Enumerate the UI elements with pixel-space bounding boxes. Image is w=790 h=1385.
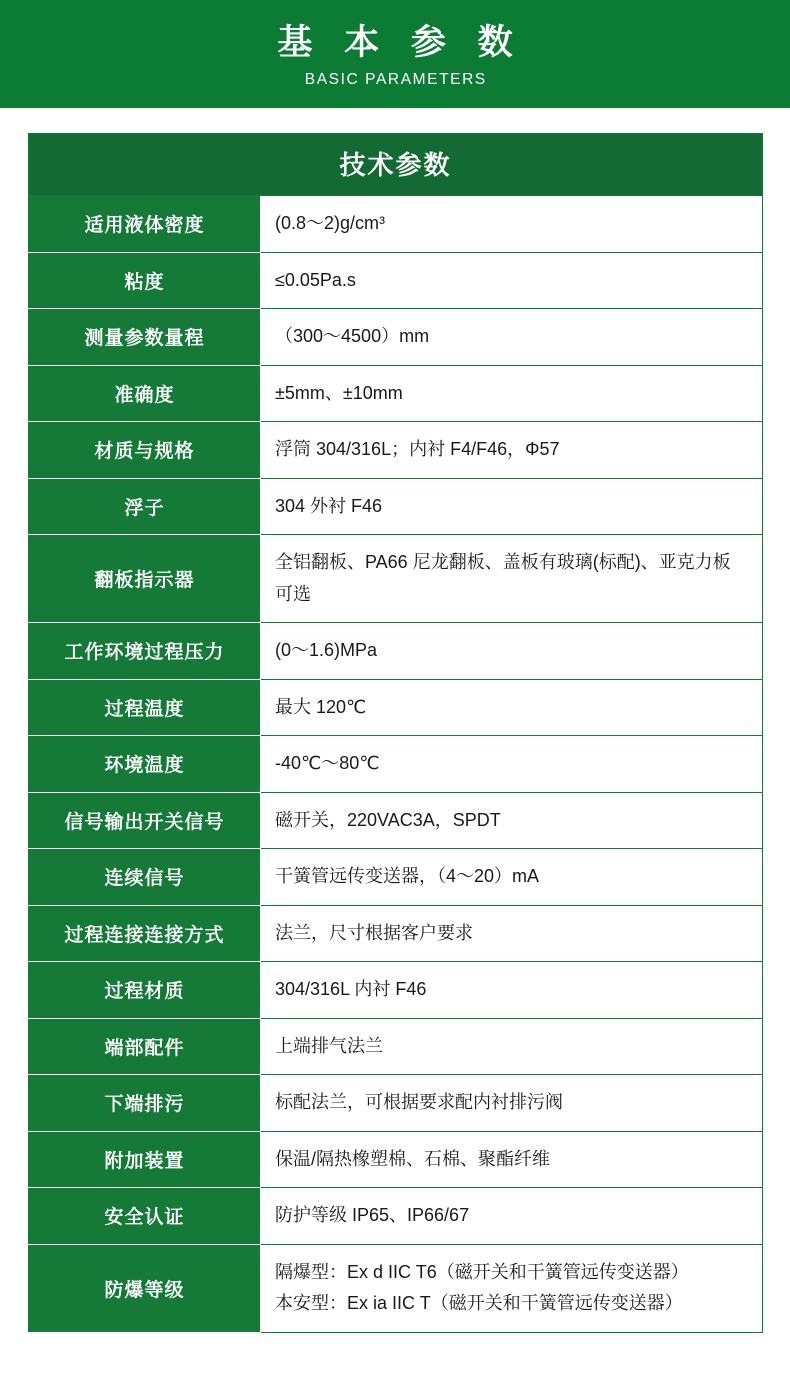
table-row <box>29 1075 763 1132</box>
table-row <box>29 679 763 736</box>
parameter-value: （300～4500）mm <box>261 309 763 366</box>
parameter-value: 标配法兰，可根据要求配内衬排污阀 <box>261 1075 763 1132</box>
parameter-value: 隔爆型：Ex d IIC T6（磁开关和干簧管远传变送器） 本安型：Ex ia IIC T（磁开关和干簧管远传变送器） <box>261 1244 763 1332</box>
banner-subtitle: BASIC PARAMETERS <box>304 70 487 88</box>
parameter-label: 信号输出开关信号 <box>29 792 261 849</box>
parameter-value: 防护等级 IP65、IP66/67 <box>261 1188 763 1245</box>
parameter-label: 环境温度 <box>29 736 261 793</box>
table-row <box>29 1018 763 1075</box>
parameter-label: 过程连接连接方式 <box>29 905 261 962</box>
table-row <box>29 1244 763 1332</box>
table-row <box>29 535 763 623</box>
table-title-row <box>29 134 763 196</box>
page-banner <box>0 0 790 108</box>
parameter-value: 浮筒 304/316L；内衬 F4/F46，Φ57 <box>261 422 763 479</box>
table-body <box>29 196 763 1333</box>
table-row <box>29 422 763 479</box>
parameter-label: 准确度 <box>29 365 261 422</box>
table-row <box>29 962 763 1019</box>
parameter-label: 连续信号 <box>29 849 261 906</box>
table-row <box>29 478 763 535</box>
table-row <box>29 792 763 849</box>
table-row <box>29 623 763 680</box>
table-row <box>29 1188 763 1245</box>
table-row <box>29 736 763 793</box>
table-row <box>29 849 763 906</box>
table-row <box>29 905 763 962</box>
table-title: 技术参数 <box>29 134 763 196</box>
parameter-value: 磁开关，220VAC3A，SPDT <box>261 792 763 849</box>
parameter-value: 法兰，尺寸根据客户要求 <box>261 905 763 962</box>
parameter-value: 干簧管远传变送器，（4～20）mA <box>261 849 763 906</box>
table-row <box>29 309 763 366</box>
parameter-value: 304 外衬 F46 <box>261 478 763 535</box>
parameter-value: ≤0.05Pa.s <box>261 252 763 309</box>
parameter-value: (0～1.6)MPa <box>261 623 763 680</box>
parameter-label: 粘度 <box>29 252 261 309</box>
parameter-label: 防爆等级 <box>29 1244 261 1332</box>
parameter-label: 材质与规格 <box>29 422 261 479</box>
parameter-value: 最大 120℃ <box>261 679 763 736</box>
parameter-label: 适用液体密度 <box>29 196 261 253</box>
spec-table-container <box>0 108 790 1361</box>
parameter-label: 端部配件 <box>29 1018 261 1075</box>
parameter-label: 浮子 <box>29 478 261 535</box>
parameter-label: 附加装置 <box>29 1131 261 1188</box>
banner-title: 基 本 参 数 <box>277 23 524 63</box>
table-row <box>29 365 763 422</box>
parameter-label: 工作环境过程压力 <box>29 623 261 680</box>
parameter-value: 保温/隔热橡塑棉、石棉、聚酯纤维 <box>261 1131 763 1188</box>
parameter-label: 下端排污 <box>29 1075 261 1132</box>
parameter-label: 过程温度 <box>29 679 261 736</box>
parameter-value: 304/316L 内衬 F46 <box>261 962 763 1019</box>
parameter-value: 上端排气法兰 <box>261 1018 763 1075</box>
parameter-value: 全铝翻板、PA66 尼龙翻板、盖板有玻璃(标配)、亚克力板可选 <box>261 535 763 623</box>
parameter-label: 过程材质 <box>29 962 261 1019</box>
parameter-value: ±5mm、±10mm <box>261 365 763 422</box>
parameter-label: 测量参数量程 <box>29 309 261 366</box>
table-row <box>29 1131 763 1188</box>
technical-parameters-table <box>28 133 763 1333</box>
parameter-label: 翻板指示器 <box>29 535 261 623</box>
parameter-value: -40℃～80℃ <box>261 736 763 793</box>
parameter-value: (0.8～2)g/cm³ <box>261 196 763 253</box>
table-row <box>29 252 763 309</box>
parameter-label: 安全认证 <box>29 1188 261 1245</box>
table-row <box>29 196 763 253</box>
